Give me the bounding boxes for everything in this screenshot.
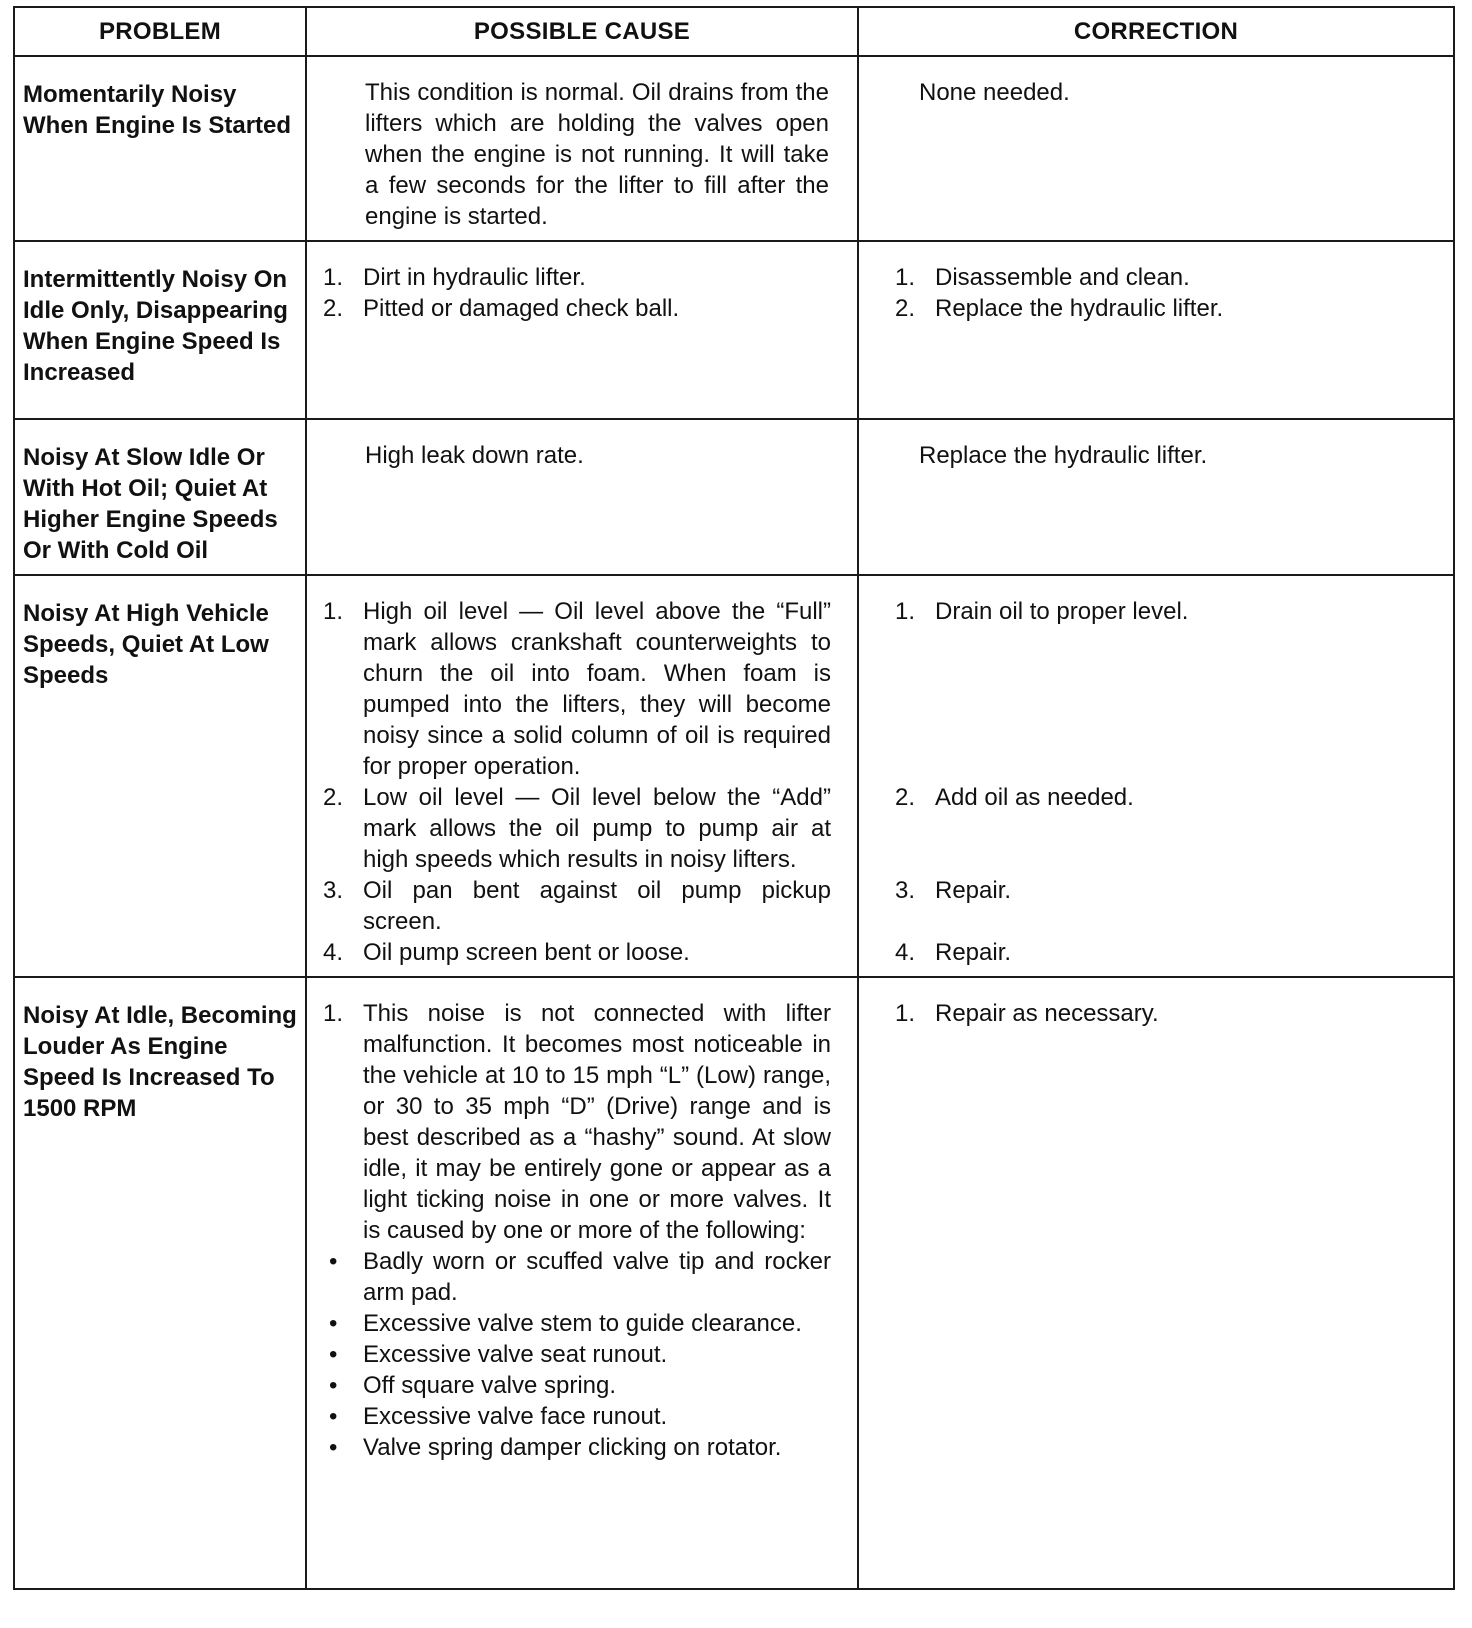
- correction-cell: [858, 575, 1454, 977]
- correction-text: None needed.: [919, 79, 1070, 106]
- bullet-item: [323, 1370, 831, 1401]
- bullet-text: Excessive valve face runout.: [363, 1403, 668, 1430]
- item-number: 4.: [895, 939, 916, 966]
- correction-cell: [858, 56, 1454, 241]
- cause-list: [307, 242, 857, 332]
- item-text: Repair.: [935, 877, 1012, 904]
- cause-item: [323, 293, 831, 324]
- bullet-text: Off square valve spring.: [363, 1372, 617, 1399]
- bullet-item: [323, 1308, 831, 1339]
- item-text: Drain oil to proper level.: [935, 598, 1189, 625]
- bullet-text: Badly worn or scuffed valve tip and rocker arm pad.: [363, 1248, 831, 1306]
- correction-cell: [858, 419, 1454, 575]
- item-number: 2.: [895, 295, 916, 322]
- correction-text: Replace the hydraulic lifter.: [919, 442, 1208, 469]
- problem-cell: Intermittently Noisy On Idle Only, Disappearing When Engine Speed Is Increased: [14, 241, 306, 419]
- bullet-icon: •: [329, 1248, 338, 1275]
- item-number: 2.: [895, 784, 916, 811]
- item-text: Dirt in hydraulic lifter.: [363, 264, 586, 291]
- cause-text: High leak down rate.: [365, 442, 584, 469]
- table-row: [14, 56, 1454, 241]
- table-row: [14, 419, 1454, 575]
- cause-item: [323, 596, 831, 782]
- cause-cell: [306, 241, 858, 419]
- correction-list: [859, 242, 1453, 332]
- problem-cell: Noisy At Idle, Becoming Louder As Engine Speed Is Increased To 1500 RPM: [14, 977, 306, 1589]
- bullet-item: [323, 1401, 831, 1432]
- correction-cell: [858, 241, 1454, 419]
- correction-list: [859, 576, 1453, 976]
- item-number: 1.: [323, 1000, 344, 1027]
- item-text: Add oil as needed.: [935, 784, 1134, 811]
- problem-cell: Noisy At Slow Idle Or With Hot Oil; Quiet At Higher Engine Speeds Or With Cold Oil: [14, 419, 306, 575]
- cause-text: This condition is normal. Oil drains from the lifters which are holding the valves open when the engine is not running. It will take a few seconds for the lifter to fill after the engine is started.: [365, 79, 829, 230]
- item-text: Replace the hydraulic lifter.: [935, 295, 1224, 322]
- cause-bullet-list: [307, 1246, 857, 1471]
- cause-list: [307, 576, 857, 976]
- correction-item: [895, 596, 1427, 627]
- correction-list: [859, 978, 1453, 1037]
- cause-cell: [306, 56, 858, 241]
- cause-item: [323, 262, 831, 293]
- bullet-item: [323, 1246, 831, 1308]
- item-text: Repair as necessary.: [935, 1000, 1159, 1027]
- correction-item: [895, 937, 1427, 968]
- item-number: 3.: [323, 877, 344, 904]
- item-text: Oil pan bent against oil pump pickup screen.: [363, 877, 831, 935]
- item-text: Repair.: [935, 939, 1012, 966]
- item-text: High oil level — Oil level above the “Full” mark allows crankshaft counterweights to churn the oil into foam. When foam is pumped into the lifters, they will become noisy since a solid column of oil is required for proper operation.: [363, 598, 831, 780]
- item-number: 3.: [895, 877, 916, 904]
- item-number: 4.: [323, 939, 344, 966]
- cause-item: [323, 875, 831, 937]
- correction-item: [895, 998, 1427, 1029]
- correction-item: [895, 782, 1427, 813]
- bullet-item: [323, 1432, 831, 1463]
- bullet-text: Excessive valve stem to guide clearance.: [363, 1310, 802, 1337]
- item-number: 1.: [323, 264, 344, 291]
- item-text: Pitted or damaged check ball.: [363, 295, 680, 322]
- table-row: [14, 241, 1454, 419]
- item-number: 1.: [895, 598, 916, 625]
- bullet-item: [323, 1339, 831, 1370]
- item-number: 1.: [895, 264, 916, 291]
- correction-item: [895, 262, 1427, 293]
- correction-item: [895, 875, 1427, 906]
- correction-cell: [858, 977, 1454, 1589]
- cause-item: [323, 782, 831, 875]
- bullet-icon: •: [329, 1403, 338, 1430]
- table-row: [14, 575, 1454, 977]
- cause-cell: [306, 419, 858, 575]
- item-number: 2.: [323, 295, 344, 322]
- bullet-text: Valve spring damper clicking on rotator.: [363, 1434, 782, 1461]
- item-text: Low oil level — Oil level below the “Add” mark allows the oil pump to pump air at high speeds which results in noisy lifters.: [363, 784, 831, 873]
- item-text: Disassemble and clean.: [935, 264, 1190, 291]
- header-cause: POSSIBLE CAUSE: [306, 7, 858, 56]
- item-number: 2.: [323, 784, 344, 811]
- cause-item: [323, 937, 831, 968]
- header-problem: PROBLEM: [14, 7, 306, 56]
- bullet-icon: •: [329, 1341, 338, 1368]
- bullet-text: Excessive valve seat runout.: [363, 1341, 668, 1368]
- bullet-icon: •: [329, 1310, 338, 1337]
- troubleshooting-table: [13, 6, 1455, 1590]
- correction-item: [895, 293, 1427, 324]
- problem-cell: Noisy At High Vehicle Speeds, Quiet At Low Speeds: [14, 575, 306, 977]
- cause-list: [307, 978, 857, 1246]
- cause-item: [323, 998, 831, 1246]
- bullet-icon: •: [329, 1372, 338, 1399]
- problem-cell: Momentarily Noisy When Engine Is Started: [14, 56, 306, 241]
- cause-cell: [306, 575, 858, 977]
- item-number: 1.: [895, 1000, 916, 1027]
- cause-cell: [306, 977, 858, 1589]
- bullet-icon: •: [329, 1434, 338, 1461]
- header-row: [14, 7, 1454, 56]
- item-text: This noise is not connected with lifter malfunction. It becomes most noticeable in the vehicle at 10 to 15 mph “L” (Low) range, or 30 to 35 mph “D” (Drive) range and is best described as a “hashy” sound. At slow idle, it may be entirely gone or appear as a light ticking noise in one or more valves. It is caused by one or more of the following:: [363, 1000, 831, 1244]
- table-row: [14, 977, 1454, 1589]
- header-correction: CORRECTION: [858, 7, 1454, 56]
- item-number: 1.: [323, 598, 344, 625]
- item-text: Oil pump screen bent or loose.: [363, 939, 690, 966]
